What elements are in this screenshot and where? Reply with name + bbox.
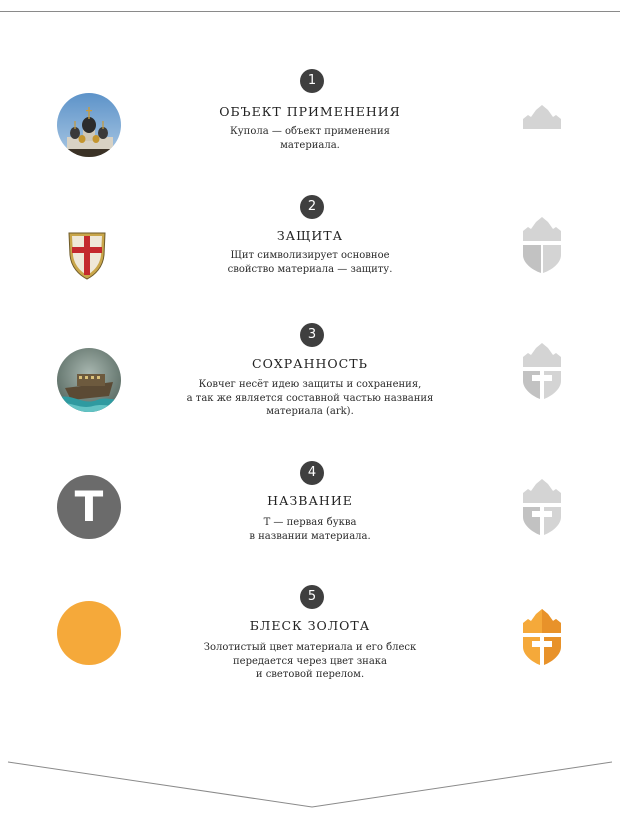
step-description: Щит символизирует основное свойство материала — защиту. — [227, 250, 393, 275]
step-title: БЛЕСК ЗОЛОТА — [249, 618, 371, 633]
letter-t-glyph: T — [74, 482, 104, 531]
step-4 — [0, 461, 620, 571]
step-number-badge: 1 — [300, 69, 324, 93]
step-2 — [0, 195, 620, 305]
ark-icon — [57, 348, 121, 412]
step-title: ЗАЩИТА — [276, 228, 344, 243]
emblem-stage-dome-shield — [520, 215, 564, 275]
step-description: Купола — объект применения материала. — [230, 126, 390, 151]
church-domes-icon — [57, 93, 121, 157]
emblem-stage-final-gold — [520, 607, 564, 667]
emblem-stage-dome-shield-t — [520, 477, 564, 537]
bottom-arrow-line — [8, 762, 612, 807]
shield-icon — [63, 229, 111, 281]
step-description: Золотистый цвет материала и его блеск передается через цвет знака и световой перелом. — [203, 642, 417, 680]
step-title: ОБЪЕКТ ПРИМЕНЕНИЯ — [219, 104, 401, 119]
step-number-badge: 3 — [300, 323, 324, 347]
step-description: Ковчег несёт идею защиты и сохранения, а так же является составной частью названия материала (ark). — [186, 379, 434, 417]
step-title: НАЗВАНИЕ — [267, 493, 353, 508]
step-1 — [0, 69, 620, 179]
step-number-badge: 5 — [300, 585, 324, 609]
step-description: Т — первая буква в названии материала. — [249, 517, 371, 542]
step-number-badge: 4 — [300, 461, 324, 485]
step-title: СОХРАННОСТЬ — [252, 356, 368, 371]
gold-circle-icon — [57, 601, 121, 665]
step-3 — [0, 323, 620, 433]
step-number-badge: 2 — [300, 195, 324, 219]
step-5 — [0, 585, 620, 695]
emblem-stage-dome — [520, 103, 564, 163]
letter-t-icon — [57, 475, 121, 539]
emblem-stage-dome-shield-cross — [520, 341, 564, 401]
